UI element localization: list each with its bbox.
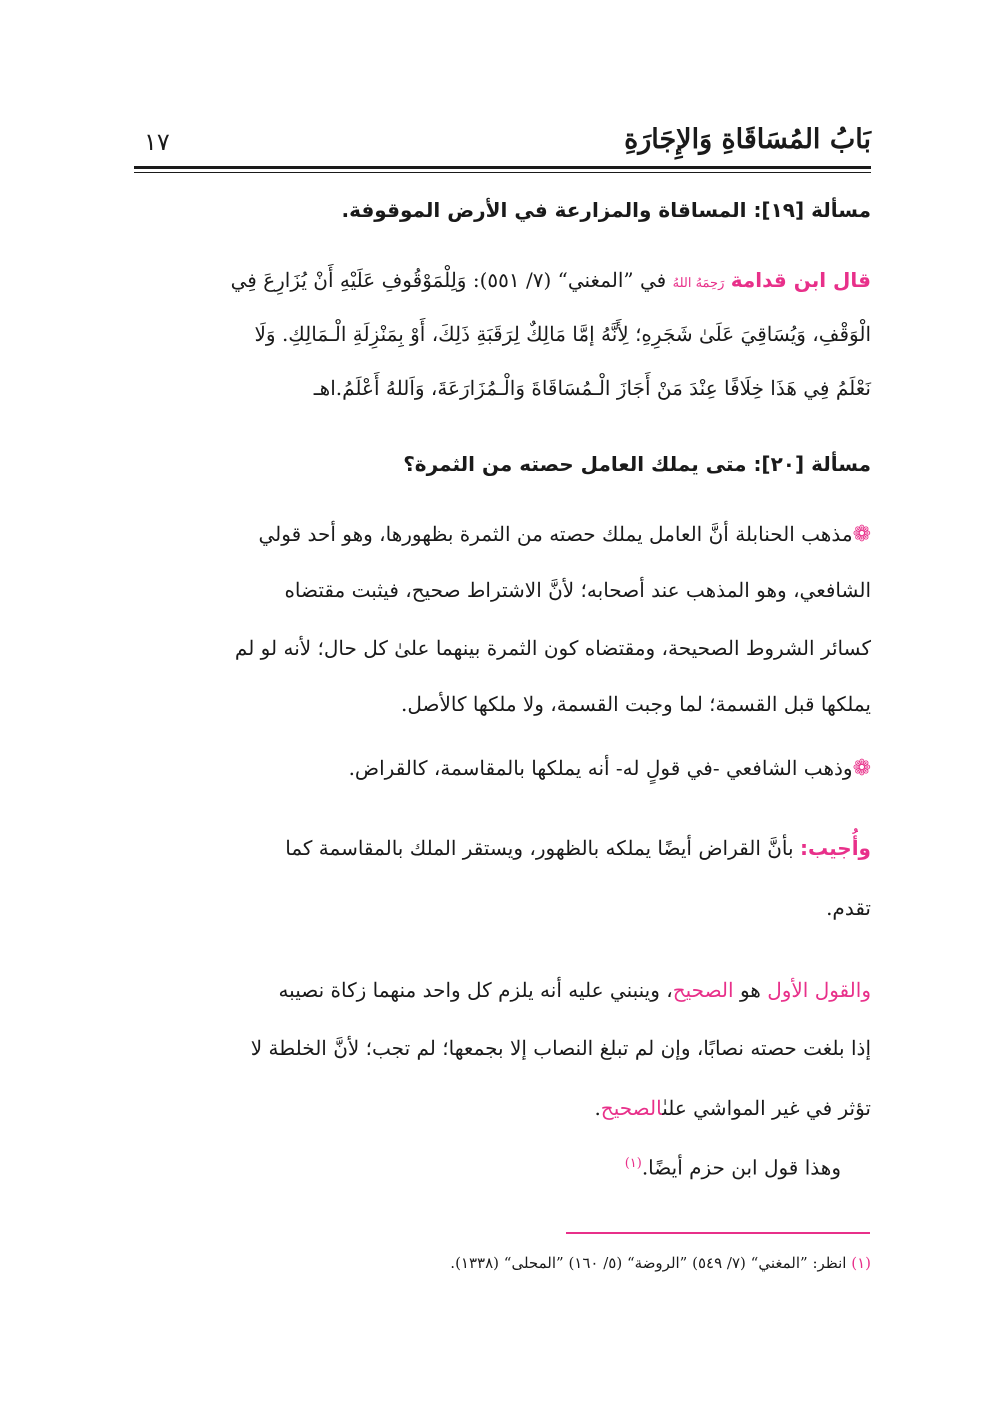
question-20-heading — [134, 452, 871, 476]
question-19-label: مسألة [١٩]: — [753, 198, 871, 222]
conclusion-period: . — [594, 1096, 601, 1120]
answer-line-2 — [134, 880, 871, 936]
footnote-rule — [566, 1232, 870, 1234]
question-20-title: متى يملك العامل حصته من الثمرة؟ — [403, 452, 747, 476]
flower-bullet-icon: ❁ — [852, 522, 871, 547]
hanbali-text-3: كسائر الشروط الصحيحة، ومقتضاه كون الثمرة بينهما علىٰ كل حال؛ لأنه لو لم — [234, 636, 871, 660]
shafii-view — [134, 740, 871, 797]
hanbali-view-line-4 — [134, 676, 871, 732]
question-20-label: مسألة [٢٠]: — [753, 452, 871, 476]
conclusion-text-1: ، وينبني عليه أنه يلزم كل واحد منهما زكاة نصيبه — [278, 978, 673, 1002]
footnote-reference[interactable]: (١) — [624, 1156, 642, 1171]
quote-line-2 — [134, 306, 871, 362]
flower-bullet-icon: ❁ — [852, 756, 871, 781]
hanbali-view-line-2 — [134, 562, 871, 618]
answer-text-2: تقدم. — [826, 896, 871, 920]
shafii-text: وذهب الشافعي -في قولٍ له- أنه يملكها بالمقاسمة، كالقراض. — [348, 756, 853, 780]
quote-line-3 — [134, 360, 871, 416]
first-opinion-label: والقول الأول — [767, 978, 871, 1002]
conclusion-line-2 — [134, 1020, 871, 1076]
quote-line-1 — [134, 252, 871, 312]
footnote — [134, 1254, 871, 1272]
conclusion-line-1 — [134, 962, 871, 1018]
header-rule — [134, 166, 871, 169]
hanbali-text-2: الشافعي، وهو المذهب عند أصحابه؛ لأنَّ الاشتراط صحيح، فيثبت مقتضاه — [284, 578, 871, 602]
hanbali-text-4: يملكها قبل القسمة؛ لما وجبت القسمة، ولا ملكها كالأصل. — [400, 692, 871, 716]
hanbali-view-line-3 — [134, 620, 871, 676]
honorific-mark: رَحِمَهُ اللهُ — [672, 276, 725, 291]
conclusion-line-3 — [134, 1080, 871, 1136]
chapter-title: بَابُ المُسَاقَاةِ وَالإِجَارَةِ — [624, 124, 871, 155]
quote-intro: في ”المغني“ (٧/ ٥٥١): — [472, 268, 667, 292]
quote-text-3: نَعْلَمُ فِي هَذَا خِلَافًا عِنْدَ مَنْ أَجَازَ الْـمُسَاقَاةَ وَالْـمُزَارَعَةَ، وَاَللهُ أَعْلَمُ.اهـ — [313, 376, 871, 400]
page-header — [134, 118, 871, 166]
answer-label: وأُجيب: — [799, 836, 871, 860]
quote-text-2: الْوَقْفِ، وَيُسَاقِيَ عَلَىٰ شَجَرِهِ؛ لِأَنَّهُ إمَّا مَالِكٌ لِرَقَبَةِ ذَلِكَ، أَوْ بِمَنْزِلَةِ الْـمَالِكِ. وَلَا — [254, 322, 871, 346]
ibn-hazm-line — [134, 1136, 871, 1196]
sahih-term: الصحيح — [672, 978, 734, 1002]
page-number: ١٧ — [144, 128, 170, 156]
footnote-number: (١) — [851, 1254, 871, 1272]
hanbali-text-1: مذهب الحنابلة أنَّ العامل يملك حصته من الثمرة بظهورها، وهو أحد قولي — [258, 522, 853, 546]
quote-text-1: وَلِلْمَوْقُوفِ عَلَيْهِ أَنْ يُزَارِعَ فِي — [230, 268, 467, 292]
question-19-heading — [134, 198, 871, 222]
quote-author: قال ابن قدامة — [730, 268, 871, 292]
answer-line-1 — [134, 820, 871, 876]
question-19-title: المساقاة والمزارعة في الأرض الموقوفة. — [341, 198, 747, 222]
conclusion-text-3: تؤثر في غير المواشي علىٰ — [662, 1096, 871, 1120]
footnote-text: انظر: ”المغني“ (٧/ ٥٤٩) ”الروضة“ (٥/ ١٦٠) ”المحلى“ (١٣٣٨). — [450, 1254, 847, 1272]
hanbali-view-line-1 — [134, 506, 871, 563]
sahih-term: الصحيح — [600, 1096, 663, 1120]
answer-text-1: بأنَّ القراض أيضًا يملكه بالظهور، ويستقر الملك بالمقاسمة كما — [285, 836, 794, 860]
conclusion-text-2: إذا بلغت حصته نصابًا، وإن لم تبلغ النصاب إلا بجمعها؛ لم تجب؛ لأنَّ الخلطة لا — [250, 1036, 871, 1060]
header-rule-thin — [134, 172, 871, 173]
conclusion-mid: هو — [739, 978, 761, 1002]
ibn-hazm-text: وهذا قول ابن حزم أيضًا. — [641, 1155, 841, 1180]
